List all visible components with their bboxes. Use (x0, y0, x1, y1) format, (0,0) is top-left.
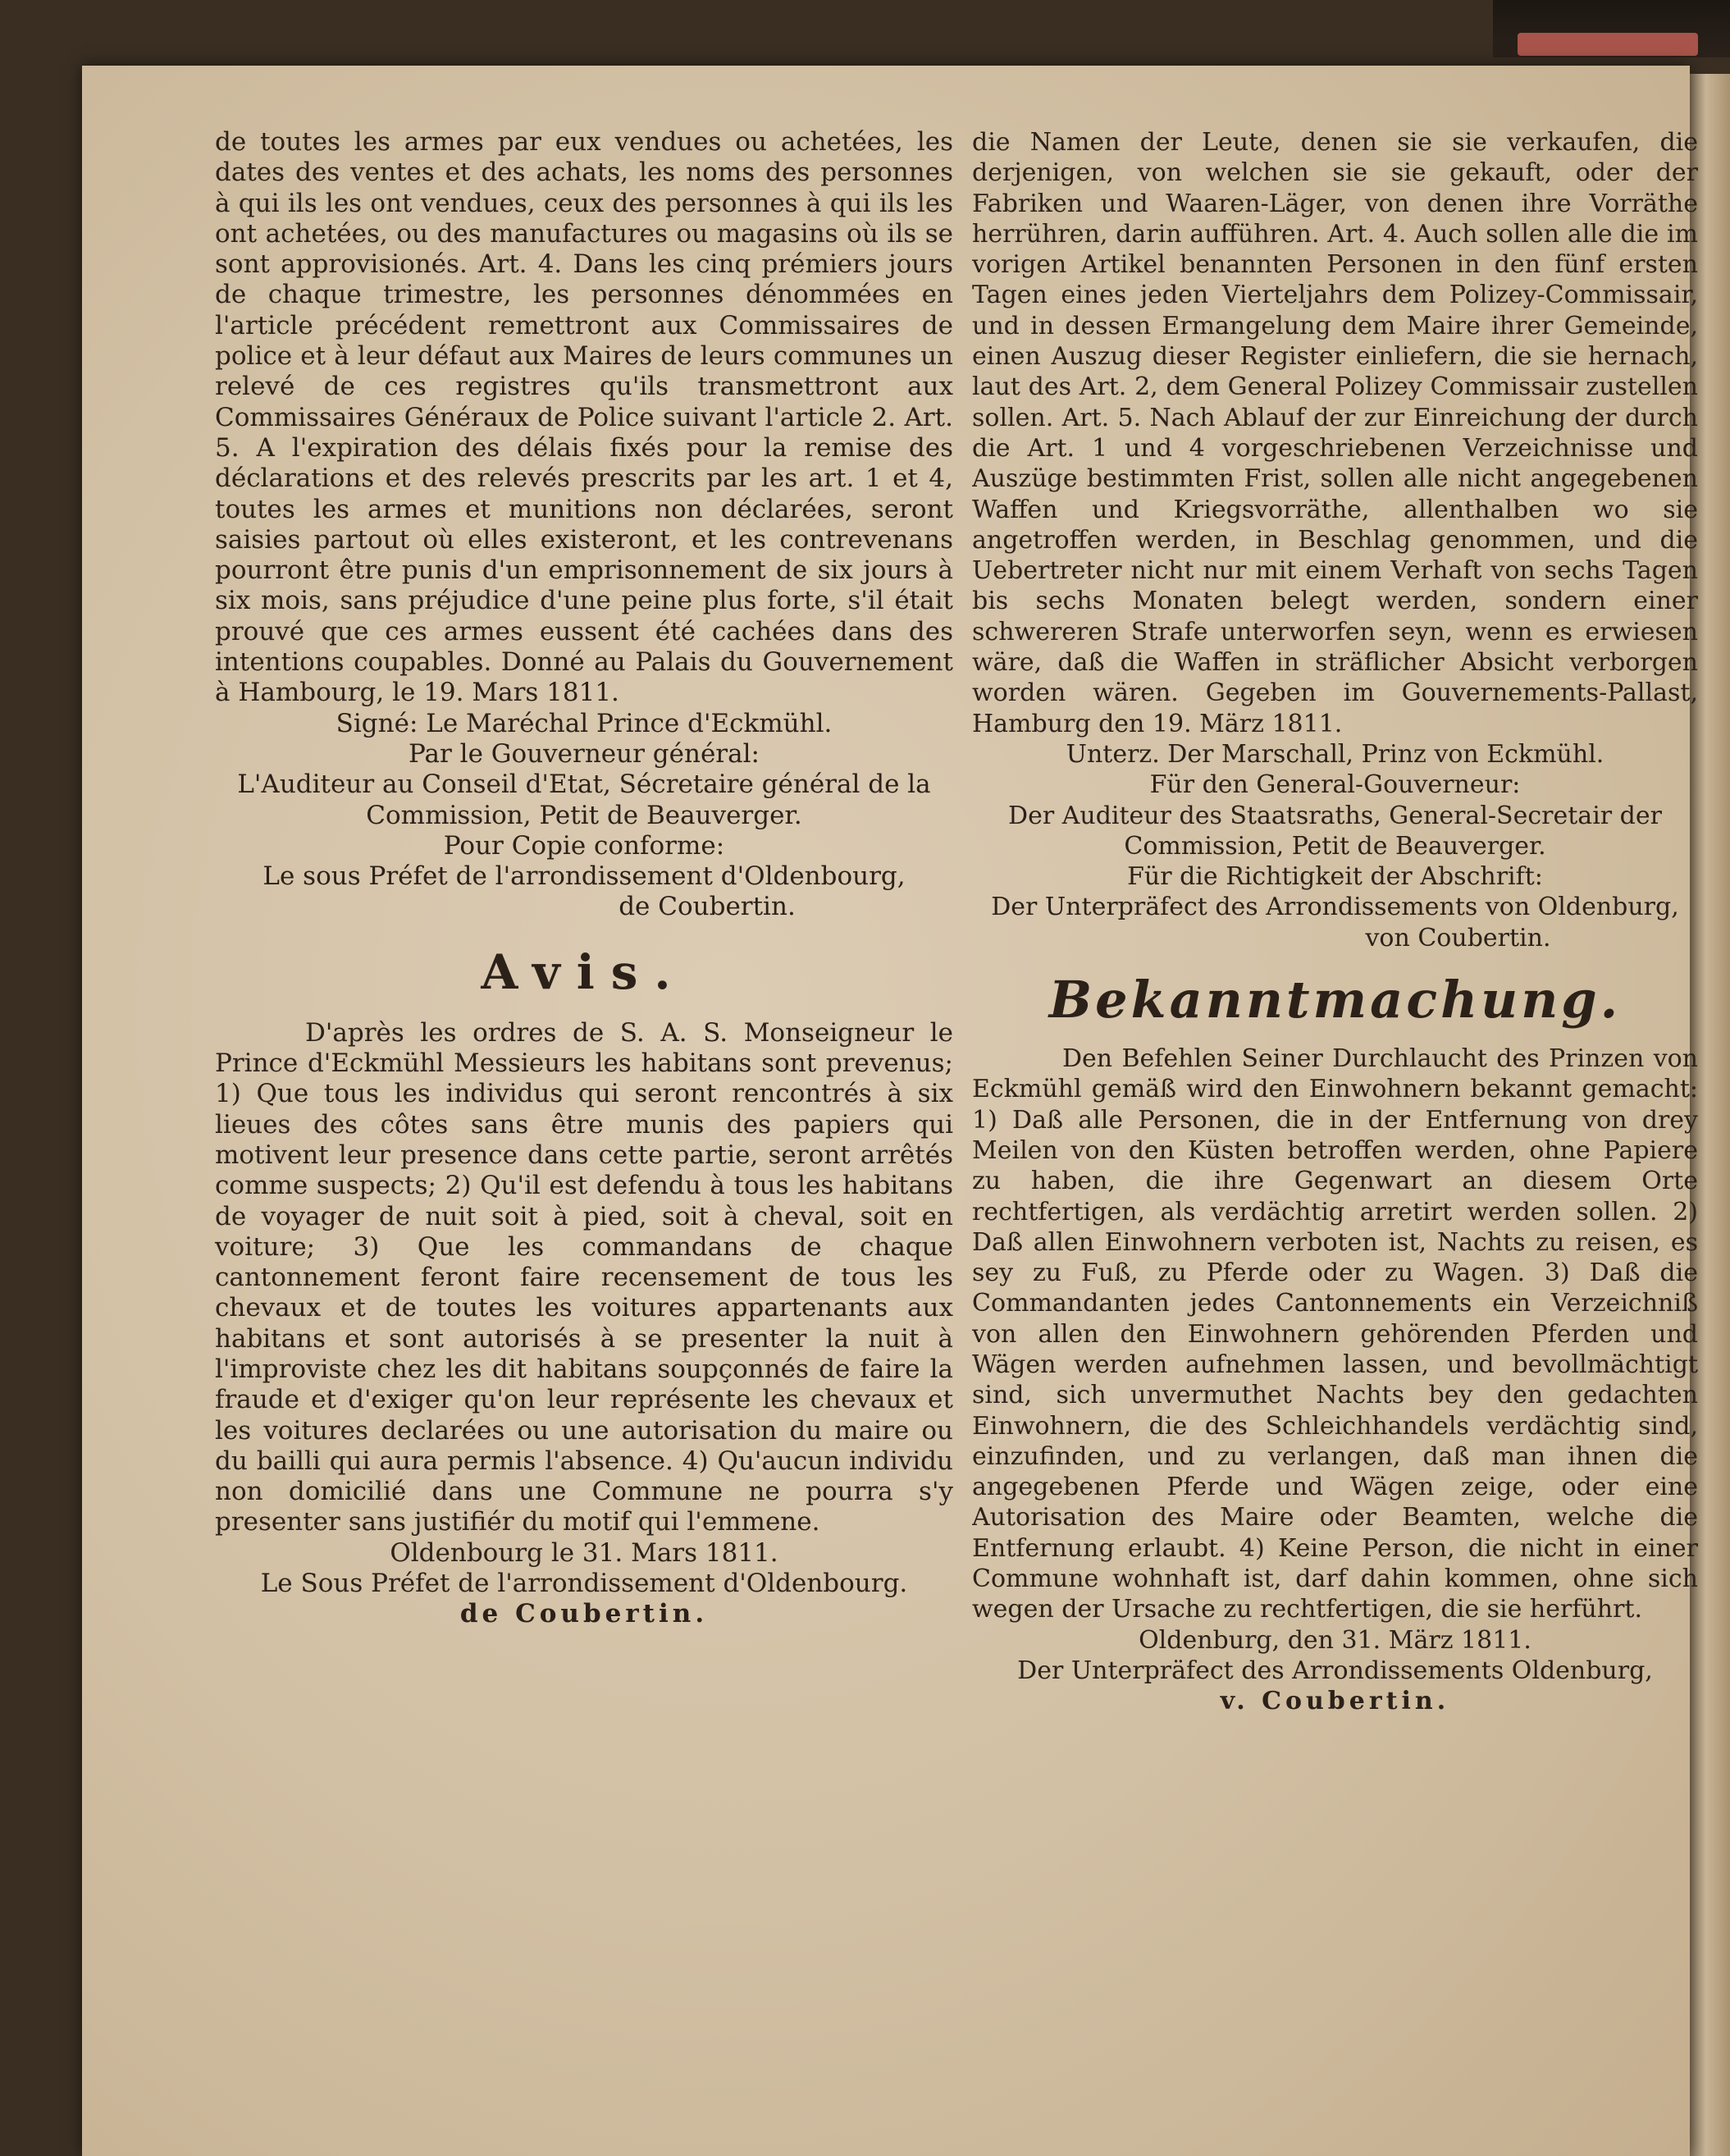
german-signature: Unterz. Der Marschall, Prinz von Eckmühl. (1066, 739, 1604, 769)
french-place-date: Oldenbourg le 31. Mars 1811. (390, 1537, 778, 1568)
german-copy: Für die Richtigkeit der Abschrift: (1127, 862, 1543, 892)
german-auditor: Der Auditeur des Staatsraths, General-Secretair der Commission, Petit de Beauverger. (1008, 801, 1662, 861)
french-column (215, 127, 953, 1630)
french-avis-text: D'après les ordres de S. A. S. Monseigneur le Prince d'Eckmühl Messieurs les habitans sont prevenus; 1) Que tous les individus qui seront rencontrés à six lieues des côtes sans être munis des papiers qui motivent leur presence dans cette partie, seront arrêtés comme suspects; 2) Qu'il est defendu à tous les habitans de voyager de nuit soit à pied, soit à cheval, soit en voiture; 3) Que les commandans de chaque cantonnement feront faire recensement de tous les chevaux et de toutes les voitures appartenants aux habitans et sont autorisés à se presenter la nuit à l'improviste chez les dit habitans soupçonnés de faire la fraude et d'exiger qu'on leur représente les chevaux et les voitures declarées ou une autorisation du maire ou du bailli qui aura permis l'absence. 4) Qu'aucun individu non domicilié dans une Commune ne pourra s'y presenter sans justifiér du motif qui l'emmene. (215, 1017, 953, 1537)
german-notice-text: Den Befehlen Seiner Durchlaucht des Prinzen von Eckmühl gemäß wird den Einwohnern bekannt gemacht: 1) Daß alle Personen, die in der Entfernung von drey Meilen von den Küsten betroffen werden, ohne Papiere zu haben, die ihre Gegenwart an diesem Orte rechtfertigen, als verdächtig arretirt werden sollen. 2) Daß allen Einwohnern verboten ist, Nachts zu reisen, es sey zu Fuß, zu Pferde oder zu Wagen. 3) Daß die Commandanten jedes Cantonnements ein Verzeichniß von allen den Einwohnern gehörenden Pferden und Wägen werden aufnehmen lassen, und bevollmächtigt sind, sich unvermuthet Nachts bey den gedachten Einwohnern, die des Schleichhandels verdächtig sind, einzufinden, und zu verlangen, daß man ihnen die angegebenen Pferde und Wägen zeige, oder eine Autorisation des Maire oder Beamten, welche die Entfernung erlaubt. 4) Keine Person, die nicht in einer Commune wohnhaft ist, darf dahin kommen, ohne sich wegen der Ursache zu rechtfertigen, die sie herführt. (972, 1044, 1698, 1624)
bekanntmachung-heading: Bekanntmachung. (1048, 970, 1622, 1030)
german-place-date: Oldenburg, den 31. März 1811. (1139, 1625, 1531, 1655)
french-auditor: L'Auditeur au Conseil d'Etat, Sécretaire général de la Commission, Petit de Beauverger. (237, 770, 931, 830)
german-coubertin: von Coubertin. (1365, 923, 1551, 952)
german-closing-name: v. Coubertin. (1220, 1687, 1450, 1716)
french-coubertin: de Coubertin. (619, 892, 796, 922)
german-unterpraefect: Der Unterpräfect des Arrondissements von Oldenburg, (991, 893, 1679, 922)
german-by-governor: Für den General-Gouverneur: (1149, 770, 1521, 800)
french-sous-prefet: Le sous Préfet de l'arrondissement d'Oldenbourg, (262, 861, 906, 892)
french-signature: Signé: Le Maréchal Prince d'Eckmühl. (336, 708, 833, 738)
french-closing-title: Le Sous Préfet de l'arrondissement d'Oldenbourg. (260, 1569, 908, 1599)
french-decree-text: de toutes les armes par eux vendues ou achetées, les dates des ventes et des achats, les noms des personnes à qui ils les ont vendues, ceux des personnes à qui ils les ont achetées, ou des manufactures ou magasins où ils se sont approvisionés. Art. 4. Dans les cinq prémiers jours de chaque trimestre, les personnes dénommées en l'article précédent remettront aux Commissaires de police et à leur défaut aux Maires de leurs communes un relevé de ces registres qu'ils transmettront aux Commissaires Généraux de Police suivant l'article 2. Art. 5. A l'expiration des délais fixés pour la remise des déclarations et des relevés prescrits par les art. 1 et 4, toutes les armes et munitions non déclarées, seront saisies partout où elles existeront, et les contrevenans pourront être punis d'un emprisonnement de six jours à six mois, sans préjudice d'une peine plus forte, s'il était prouvé que ces armes eussent été cachées dans des intentions coupables. Donné au Palais du Gouvernement à Hambourg, le 19. Mars 1811. (215, 127, 953, 708)
german-column (972, 127, 1698, 1717)
spine-label (1518, 33, 1698, 56)
avis-heading: Avis. (481, 943, 687, 1000)
french-by-governor: Par le Gouverneur général: (409, 738, 760, 769)
french-copy-conforme: Pour Copie conforme: (443, 830, 725, 861)
german-decree-text: die Namen der Leute, denen sie sie verkaufen, die derjenigen, von welchen sie sie gekauft, oder der Fabriken und Waaren-Läger, von denen ihre Vorräthe herrühren, darin aufführen. Art. 4. Auch sollen alle die im vorigen Artikel benannten Personen in den fünf ersten Tagen eines jeden Vierteljahrs dem Polizey-Commissair, und in dessen Ermangelung dem Maire ihrer Gemeinde, einen Auszug dieser Register einliefern, die sie hernach, laut des Art. 2, dem General Polizey Commissair zustellen sollen. Art. 5. Nach Ablauf der zur Einreichung der durch die Art. 1 und 4 vorgeschriebenen Verzeichnisse und Auszüge bestimmten Frist, sollen alle nicht angegebenen Waffen und Kriegsvorräthe, allenthalben wo sie angetroffen werden, in Beschlag genommen, und die Uebertreter nicht nur mit einem Verhaft von sechs Tagen bis sechs Monaten belegt werden, sondern einer schwereren Strafe unterworfen seyn, wenn es erwiesen wäre, daß die Waffen in sträflicher Absicht verborgen worden wären. Gegeben im Gouvernements-Pallast, Hamburg den 19. März 1811. (972, 128, 1698, 738)
german-closing-title: Der Unterpräfect des Arrondissements Oldenburg, (1017, 1656, 1653, 1685)
french-closing-name: de Coubertin. (459, 1599, 709, 1629)
